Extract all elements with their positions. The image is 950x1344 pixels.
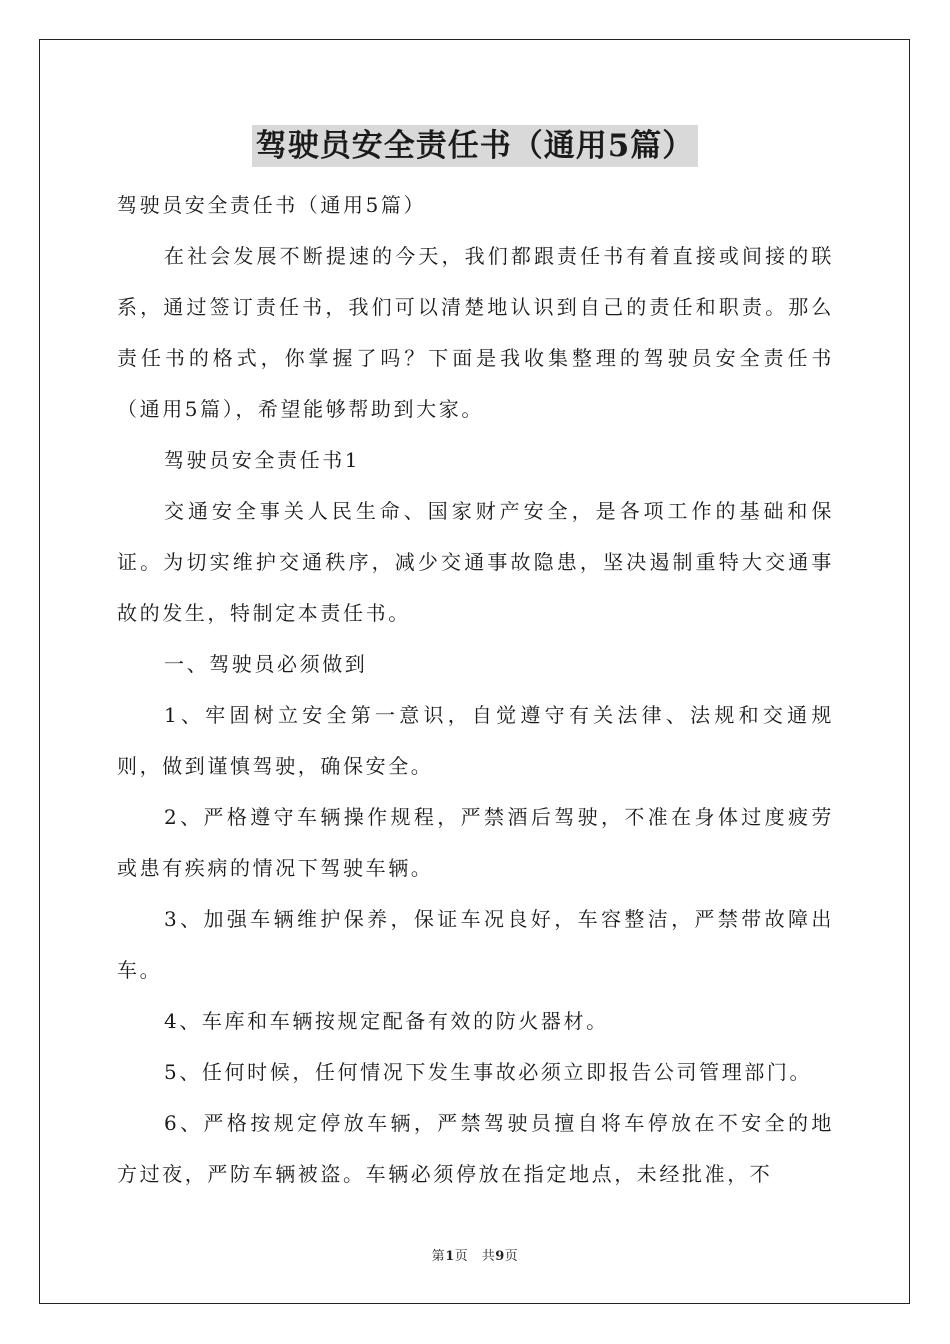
list-item: 5、任何时候，任何情况下发生事故必须立即报告公司管理部门。 xyxy=(164,1060,813,1084)
list-item: 1、牢固树立安全第一意识，自觉遵守有关法律、法规和交通规则，做到谨慎驾驶，确保安全。 xyxy=(117,703,834,778)
list-item: 3、加强车辆维护保养，保证车况良好，车容整洁，严禁带故障出车。 xyxy=(117,907,834,982)
document-body xyxy=(117,180,834,1200)
page-mid: 页 共 xyxy=(454,1249,496,1264)
page-footer xyxy=(0,1245,950,1264)
list-item: 6、严格按规定停放车辆，严禁驾驶员擅自将车停放在不安全的地方过夜，严防车辆被盗。车辆必须停放在指定地点，未经批准，不 xyxy=(117,1111,834,1186)
page-prefix: 第 xyxy=(431,1249,446,1264)
paragraph-intro: 在社会发展不断提速的今天，我们都跟责任书有着直接或间接的联系，通过签订责任书，我们可以清楚地认识到自己的责任和职责。那么责任书的格式，你掌握了吗？下面是我收集整理的驾驶员安全责任书（通用5篇），希望能够帮助到大家。 xyxy=(117,244,834,421)
page-total: 9 xyxy=(495,1249,505,1264)
title-area xyxy=(0,125,950,167)
subsection-heading: 一、驾驶员必须做到 xyxy=(164,652,368,676)
list-item: 4、车库和车辆按规定配备有效的防火器材。 xyxy=(164,1009,609,1033)
document-subtitle: 驾驶员安全责任书（通用5篇） xyxy=(117,193,427,217)
paragraph-preamble: 交通安全事关人民生命、国家财产安全，是各项工作的基础和保证。为切实维护交通秩序，减少交通事故隐患，坚决遏制重特大交通事故的发生，特制定本责任书。 xyxy=(117,499,834,625)
list-item: 2、严格遵守车辆操作规程，严禁酒后驾驶，不准在身体过度疲劳或患有疾病的情况下驾驶车辆。 xyxy=(117,805,834,880)
page-current: 1 xyxy=(445,1249,455,1264)
document-title: 驾驶员安全责任书（通用5篇） xyxy=(252,125,699,167)
section-heading: 驾驶员安全责任书1 xyxy=(164,448,361,472)
page-suffix: 页 xyxy=(504,1249,519,1264)
